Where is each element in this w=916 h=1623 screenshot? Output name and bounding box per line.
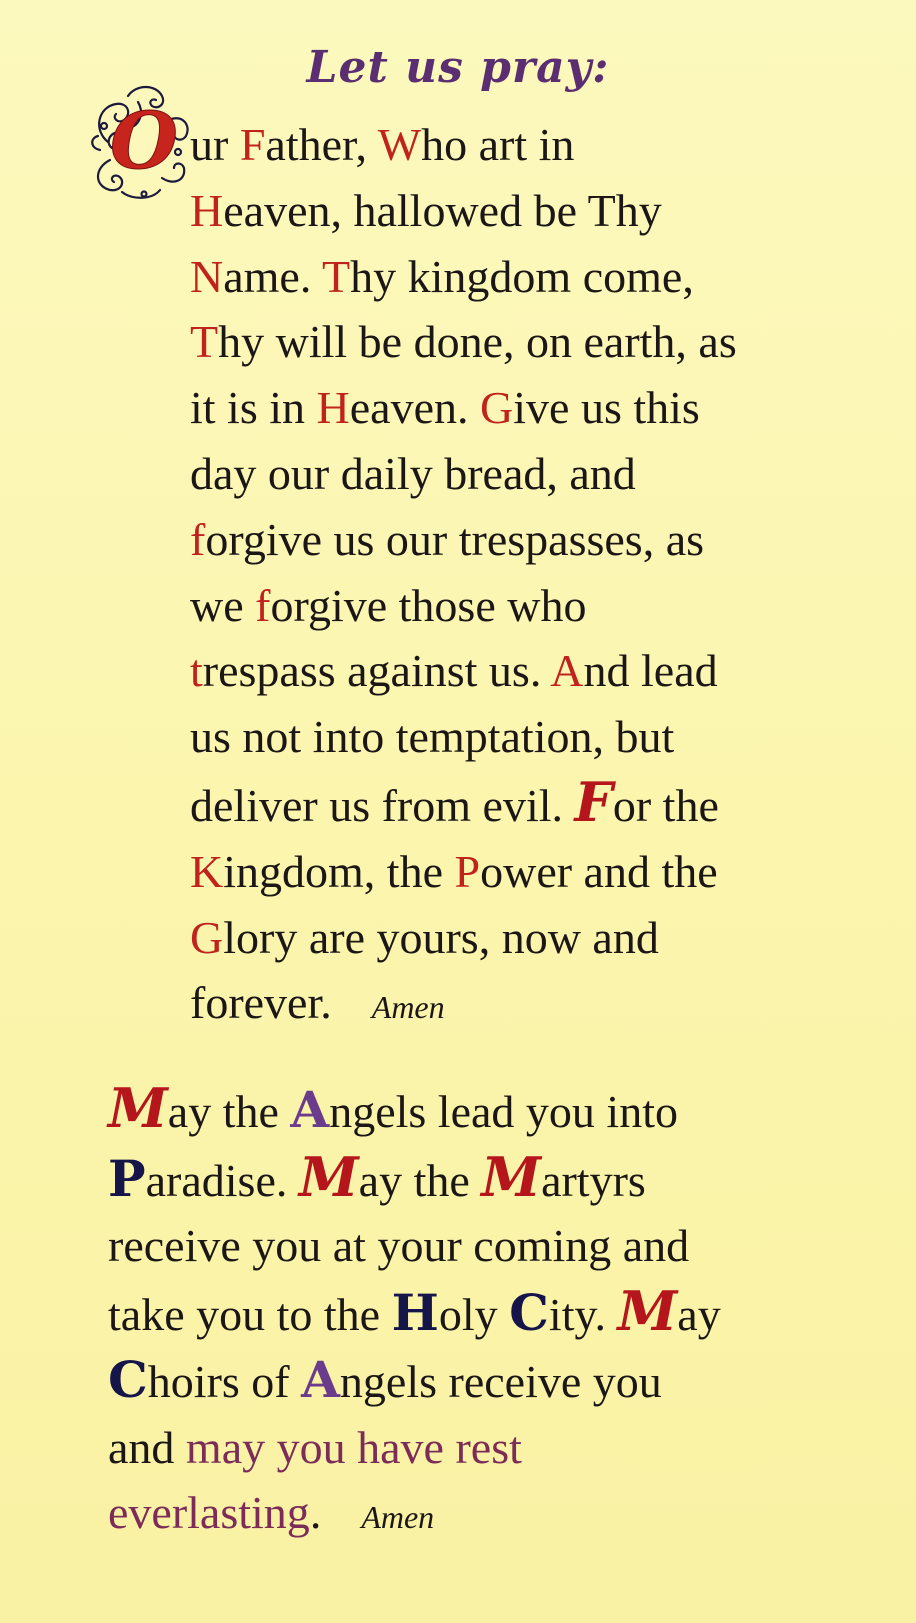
prayer-line: Paradise. May the Martyrs <box>108 1144 646 1209</box>
prayer-line: deliver us from evil. For the <box>190 769 719 834</box>
prayer-line: we forgive those who <box>190 579 587 631</box>
prayer-line: Kingdom, the Power and the <box>190 845 718 897</box>
prayer-line: Thy will be done, on earth, as <box>190 316 737 368</box>
ornate-initial-o <box>88 82 200 202</box>
prayer-line: us not into temptation, but <box>190 711 675 763</box>
lords-prayer <box>190 112 890 1041</box>
prayer-line: and may you have rest <box>108 1421 522 1473</box>
initial-letter: O <box>110 96 178 187</box>
prayer-line: day our daily bread, and <box>190 447 636 499</box>
prayer-line: Name. Thy kingdom come, <box>190 250 694 302</box>
prayer-line: everlasting. Amen <box>108 1487 435 1538</box>
page-title: Let us pray: <box>306 42 610 93</box>
prayer-line: ur Father, Who art in <box>190 119 575 170</box>
prayer-line: Heaven, hallowed be Thy <box>190 184 662 236</box>
prayer-line: take you to the Holy City. May <box>108 1278 721 1343</box>
prayer-line: trespass against us. And lead <box>190 645 718 697</box>
amen-signature: Amen <box>371 989 445 1026</box>
farewell-prayer <box>108 1076 898 1551</box>
prayer-line: forgive us our trespasses, as <box>190 513 705 565</box>
prayer-line: receive you at your coming and <box>108 1220 690 1271</box>
prayer-line: it is in Heaven. Give us this <box>190 382 700 434</box>
prayer-line: Choirs of Angels receive you <box>108 1350 662 1409</box>
amen-signature: Amen <box>361 1499 435 1535</box>
prayer-line: Glory are yours, now and <box>190 911 659 963</box>
prayer-line: forever. Amen <box>190 977 445 1029</box>
prayer-line: May the Angels lead you into <box>108 1076 678 1140</box>
